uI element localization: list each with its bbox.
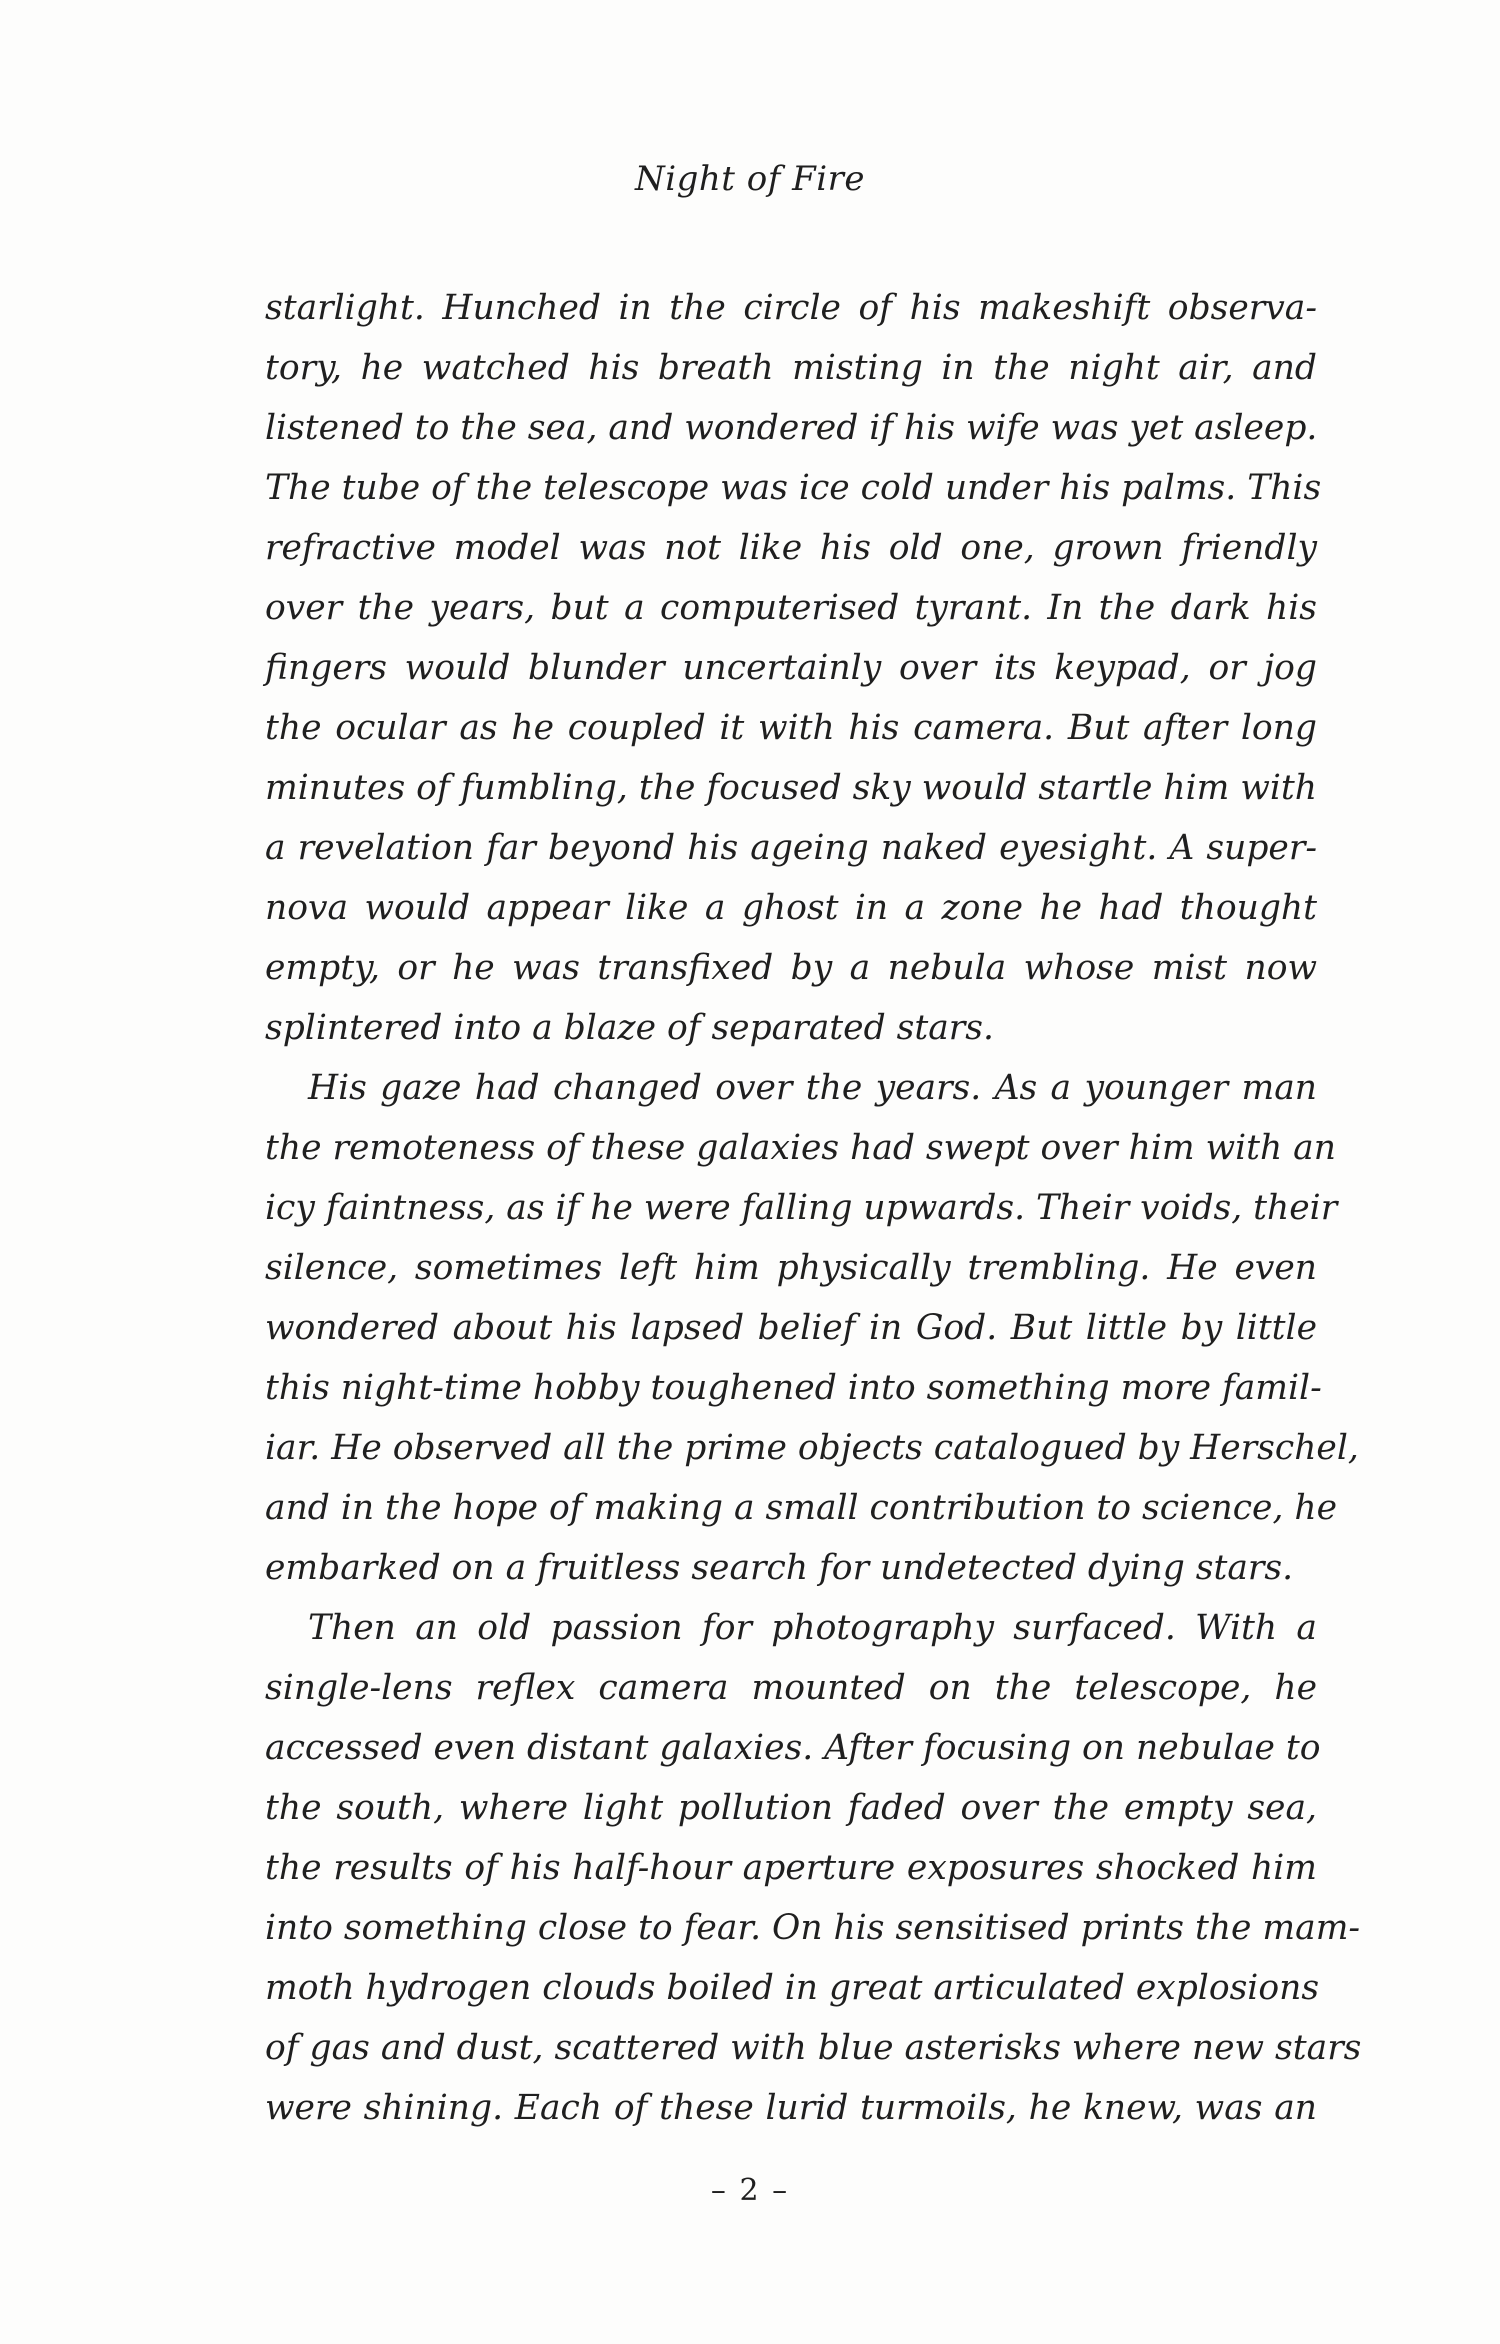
text-line: empty, or he was transfixed by a nebula whose mist now bbox=[265, 948, 1317, 988]
text-line: into something close to fear. On his sensitised prints the mam- bbox=[265, 1908, 1361, 1948]
text-line: iar. He observed all the prime objects catalogued by Herschel, bbox=[265, 1428, 1359, 1468]
text-line: tory, he watched his breath misting in the night air, and bbox=[265, 348, 1317, 388]
text-line: accessed even distant galaxies. After focusing on nebulae to bbox=[265, 1728, 1321, 1768]
text-line: the remoteness of these galaxies had swept over him with an bbox=[265, 1128, 1336, 1168]
text-line: over the years, but a computerised tyrant. In the dark his bbox=[265, 588, 1317, 628]
text-line: were shining. Each of these lurid turmoils, he knew, was an bbox=[265, 2088, 1317, 2128]
text-line: this night-time hobby toughened into something more famil- bbox=[265, 1368, 1322, 1408]
body-text bbox=[265, 278, 1362, 2138]
text-line: and in the hope of making a small contribution to science, he bbox=[265, 1488, 1338, 1528]
text-line: a revelation far beyond his ageing naked eyesight. A super- bbox=[265, 828, 1317, 868]
text-line: the results of his half-hour aperture exposures shocked him bbox=[265, 1848, 1317, 1888]
text-line: icy faintness, as if he were falling upwards. Their voids, their bbox=[265, 1188, 1338, 1228]
text-line: embarked on a fruitless search for undetected dying stars. bbox=[265, 1548, 1294, 1588]
running-head: Night of Fire bbox=[635, 159, 865, 199]
text-line: of gas and dust, scattered with blue asterisks where new stars bbox=[265, 2028, 1362, 2068]
text-line: starlight. Hunched in the circle of his makeshift observa- bbox=[265, 288, 1317, 328]
text-line: splintered into a blaze of separated stars. bbox=[265, 1008, 994, 1048]
text-line: the south, where light pollution faded over the empty sea, bbox=[265, 1788, 1317, 1828]
text-line: refractive model was not like his old one, grown friendly bbox=[265, 528, 1317, 568]
text-line: Then an old passion for photography surfaced. With a bbox=[308, 1608, 1317, 1648]
text-line: His gaze had changed over the years. As a younger man bbox=[308, 1068, 1317, 1108]
text-line: fingers would blunder uncertainly over its keypad, or jog bbox=[265, 648, 1317, 688]
text-line: single-lens reflex camera mounted on the telescope, he bbox=[265, 1668, 1317, 1708]
text-line: the ocular as he coupled it with his camera. But after long bbox=[265, 708, 1317, 748]
text-line: minutes of fumbling, the focused sky would startle him with bbox=[265, 768, 1317, 808]
page-number: – 2 – bbox=[710, 2173, 790, 2208]
text-line: The tube of the telescope was ice cold under his palms. This bbox=[265, 468, 1322, 508]
text-line: nova would appear like a ghost in a zone he had thought bbox=[265, 888, 1317, 928]
text-line: listened to the sea, and wondered if his wife was yet asleep. bbox=[265, 408, 1318, 448]
text-line: moth hydrogen clouds boiled in great articulated explosions bbox=[265, 1968, 1320, 2008]
text-line: silence, sometimes left him physically trembling. He even bbox=[265, 1248, 1317, 1288]
text-line: wondered about his lapsed belief in God. But little by little bbox=[265, 1308, 1317, 1348]
